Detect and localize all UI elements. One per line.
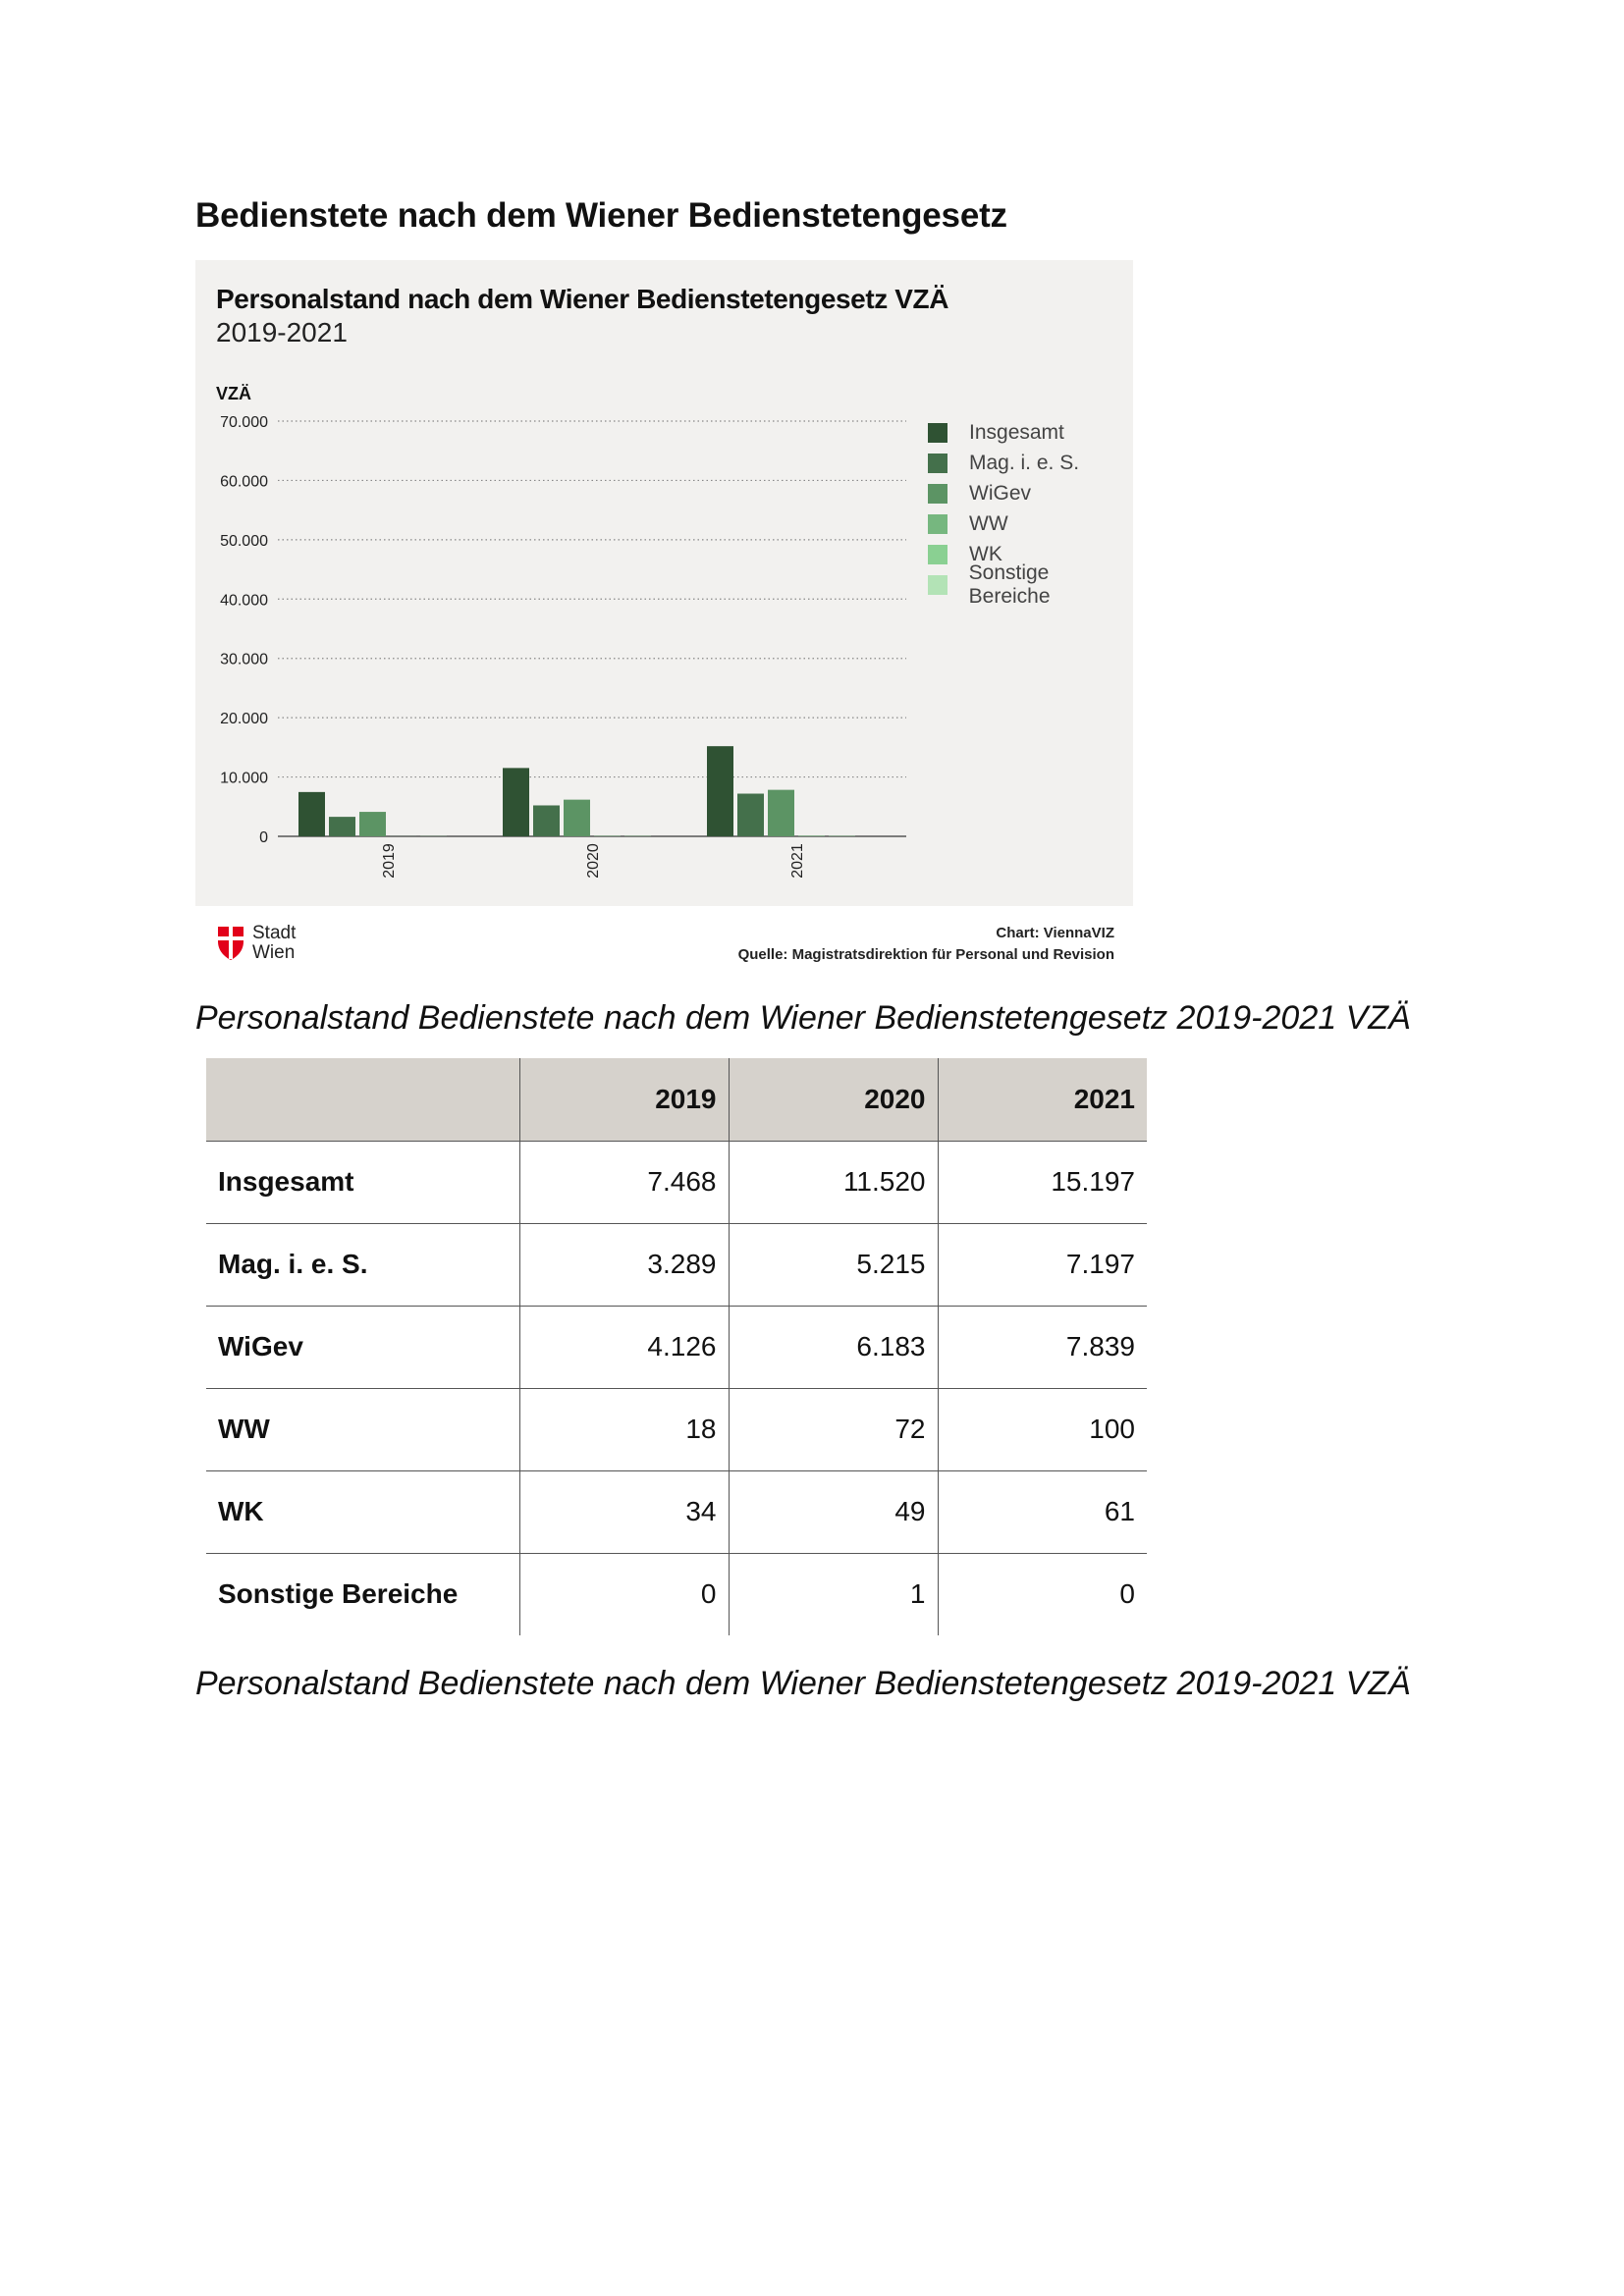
cell-value: 72 — [729, 1388, 938, 1470]
legend-item — [928, 448, 1133, 478]
chart-title: Personalstand nach dem Wiener Bedienstetengesetz VZÄ — [216, 284, 949, 314]
legend-swatch — [928, 454, 947, 473]
x-tick-label: 2020 — [585, 843, 603, 879]
chart-card — [195, 260, 1133, 906]
cell-value: 7.468 — [519, 1141, 729, 1223]
cell-value: 7.839 — [938, 1306, 1147, 1388]
legend-swatch — [928, 514, 947, 534]
row-label: WW — [206, 1388, 519, 1470]
x-tick-label: 2021 — [789, 843, 807, 879]
bar-mag-i-e-s--2020 — [533, 805, 560, 836]
table-row — [206, 1141, 1147, 1223]
cell-value: 7.197 — [938, 1223, 1147, 1306]
chart-credit: Chart: ViennaVIZ — [996, 925, 1114, 941]
legend-label: WK — [969, 542, 1002, 565]
cell-value: 5.215 — [729, 1223, 938, 1306]
bar-insgesamt-2019 — [298, 792, 325, 836]
table-row — [206, 1470, 1147, 1553]
table-caption: Personalstand Bedienstete nach dem Wiener Bedienstetengesetz 2019-2021 VZÄ — [195, 1665, 1411, 1702]
bar-ww-2021 — [798, 835, 825, 836]
legend-swatch — [928, 575, 947, 595]
cell-value: 3.289 — [519, 1223, 729, 1306]
cell-value: 15.197 — [938, 1141, 1147, 1223]
y-tick-label: 60.000 — [220, 473, 268, 491]
table-row — [206, 1388, 1147, 1470]
y-axis-unit-label: VZÄ — [216, 384, 251, 403]
legend-swatch — [928, 423, 947, 443]
legend-item — [928, 417, 1133, 448]
chart-source: Quelle: Magistratsdirektion für Personal und Revision — [737, 946, 1114, 963]
chart-caption: Personalstand Bedienstete nach dem Wiener Bedienstetengesetz 2019-2021 VZÄ — [195, 999, 1411, 1037]
cell-value: 100 — [938, 1388, 1147, 1470]
table-row — [206, 1306, 1147, 1388]
legend-swatch — [928, 484, 947, 504]
table-header-row — [206, 1058, 1147, 1141]
legend-label: Mag. i. e. S. — [969, 451, 1080, 474]
cell-value: 11.520 — [729, 1141, 938, 1223]
legend-label: Insgesamt — [969, 420, 1064, 444]
table-header-blank — [206, 1058, 519, 1141]
logo-line-wien: Wien — [252, 942, 296, 963]
vienna-crest-icon — [217, 926, 244, 961]
legend-swatch — [928, 545, 947, 564]
table-row — [206, 1553, 1147, 1635]
legend-label: WiGev — [969, 481, 1031, 505]
legend-label: WW — [969, 511, 1008, 535]
table-row — [206, 1223, 1147, 1306]
row-label: WK — [206, 1470, 519, 1553]
logo-line-stadt: Stadt — [252, 923, 297, 943]
bar-mag-i-e-s--2019 — [329, 817, 355, 836]
cell-value: 6.183 — [729, 1306, 938, 1388]
y-tick-label: 40.000 — [220, 592, 268, 610]
bar-mag-i-e-s--2021 — [737, 794, 764, 836]
data-table — [206, 1058, 1147, 1635]
section-heading: Bedienstete nach dem Wiener Bedienstetengesetz — [195, 196, 1007, 235]
table-header-2020: 2020 — [729, 1058, 938, 1141]
bar-insgesamt-2021 — [707, 746, 733, 836]
y-tick-label: 20.000 — [220, 711, 268, 728]
legend-item — [928, 508, 1133, 539]
cell-value: 1 — [729, 1553, 938, 1635]
bar-wigev-2019 — [359, 812, 386, 836]
y-tick-label: 30.000 — [220, 651, 268, 668]
cell-value: 4.126 — [519, 1306, 729, 1388]
row-label: WiGev — [206, 1306, 519, 1388]
cell-value: 18 — [519, 1388, 729, 1470]
y-tick-label: 50.000 — [220, 532, 268, 550]
stadt-wien-logo — [217, 924, 296, 963]
chart-subtitle: 2019-2021 — [216, 317, 348, 347]
legend-item — [928, 478, 1133, 508]
bar-wigev-2021 — [768, 790, 794, 836]
x-tick-label: 2019 — [381, 843, 399, 879]
bar-insgesamt-2020 — [503, 768, 529, 836]
row-label: Mag. i. e. S. — [206, 1223, 519, 1306]
row-label: Insgesamt — [206, 1141, 519, 1223]
cell-value: 34 — [519, 1470, 729, 1553]
chart-credits — [738, 923, 1114, 966]
table-header-2021: 2021 — [938, 1058, 1147, 1141]
cell-value: 0 — [519, 1553, 729, 1635]
y-tick-label: 10.000 — [220, 770, 268, 787]
legend-item — [928, 561, 1133, 608]
row-label: Sonstige Bereiche — [218, 1578, 459, 1610]
y-tick-label: 0 — [259, 829, 268, 846]
cell-value: 61 — [938, 1470, 1147, 1553]
cell-value: 0 — [938, 1553, 1147, 1635]
legend-label: Sonstige Bereiche — [968, 561, 1051, 608]
cell-value: 49 — [729, 1470, 938, 1553]
bar-wigev-2020 — [564, 800, 590, 836]
y-tick-label: 70.000 — [220, 414, 268, 431]
chart-legend — [928, 417, 1133, 608]
table-header-2019: 2019 — [519, 1058, 729, 1141]
